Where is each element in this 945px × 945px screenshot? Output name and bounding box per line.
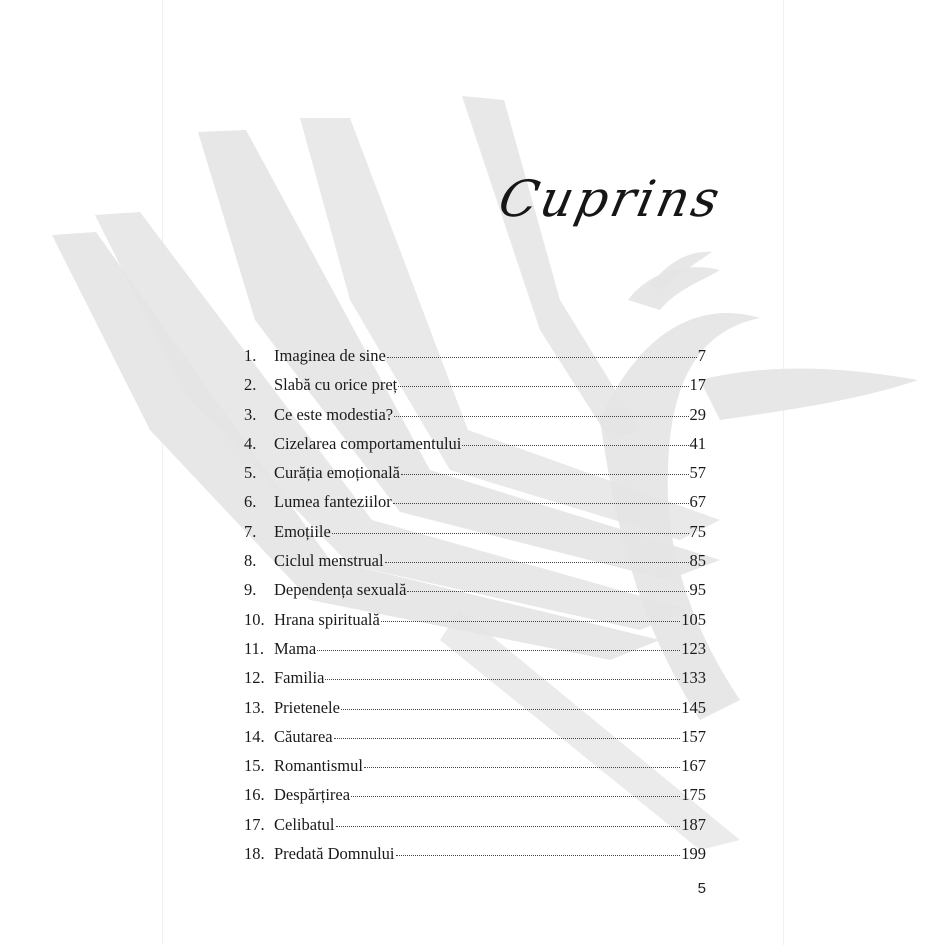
toc-entry-page: 17 [689,375,706,395]
toc-entry-number: 13. [244,697,265,717]
toc-entry [244,693,706,722]
toc-entry-number: 5. [244,463,257,483]
toc-entry-number: 4. [244,433,257,453]
toc-leader-dots [396,855,681,856]
toc-leader-dots [334,738,681,739]
toc-entry [244,605,706,634]
toc-leader-dots [325,679,680,680]
toc-entry-title: Hrana spirituală [274,609,380,629]
toc-leader-dots [401,474,689,475]
toc-leader-dots [351,796,680,797]
toc-entry-number: 1. [244,346,257,365]
toc-entry [244,634,706,663]
toc-entry [244,780,706,809]
toc-entry-page: 95 [689,580,706,600]
toc-entry-title: Dependența sexuală [274,580,407,600]
toc-entry-title: Romantismul [274,756,363,776]
toc-entry-number: 9. [244,580,257,600]
toc-entry-page: 199 [681,844,706,864]
toc-leader-dots [381,621,680,622]
toc-entry-number: 3. [244,404,257,424]
toc-entry [244,341,706,370]
toc-entry-number: 2. [244,375,257,395]
toc-entry-title: Imaginea de sine [274,346,386,365]
toc-entry-title: Ciclul menstrual [274,551,384,571]
toc-entry-number: 16. [244,785,265,805]
toc-entry-page: 175 [681,785,706,805]
toc-entry [244,370,706,399]
toc-entry-title: Despărțirea [274,785,351,805]
toc-entry-number: 10. [244,609,265,629]
page-title: Cuprins [493,170,728,228]
toc-leader-dots [336,826,681,827]
toc-entry-title: Celibatul [274,814,335,834]
toc-leader-dots [332,533,689,534]
toc-entry-page: 133 [681,668,706,688]
toc-entry-page: 157 [681,726,706,746]
toc-entry-title: Prietenele [274,697,340,717]
toc-entry [244,429,706,458]
toc-entry [244,810,706,839]
toc-entry-title: Slabă cu orice preț [274,375,398,395]
toc-entry [244,400,706,429]
toc-entry-title: Predată Domnului [274,844,395,864]
toc-leader-dots [385,562,689,563]
table-of-contents [244,341,706,868]
toc-leader-dots [462,445,688,446]
toc-entry [244,575,706,604]
toc-entry [244,546,706,575]
toc-leader-dots [398,386,688,387]
toc-entry-number: 14. [244,726,265,746]
page-number: 5 [697,880,706,897]
toc-entry [244,722,706,751]
toc-entry-page: 123 [681,638,706,658]
toc-leader-dots [341,709,680,710]
toc-entry-page: 187 [681,814,706,834]
toc-entry-title: Familia [274,668,325,688]
toc-entry-number: 17. [244,814,265,834]
toc-entry-number: 6. [244,492,257,512]
toc-leader-dots [393,503,689,504]
toc-entry-number: 15. [244,756,265,776]
toc-leader-dots [317,650,680,651]
toc-entry [244,458,706,487]
toc-leader-dots [394,416,688,417]
toc-entry-page: 67 [689,492,706,512]
toc-entry [244,517,706,546]
toc-entry-title: Cizelarea comportamentului [274,433,462,453]
toc-entry-page: 7 [697,346,706,365]
toc-entry-number: 7. [244,521,257,541]
toc-entry [244,839,706,868]
toc-entry-page: 145 [681,697,706,717]
toc-entry-page: 105 [681,609,706,629]
toc-entry-number: 11. [244,638,265,658]
toc-entry-title: Mama [274,638,317,658]
toc-entry-number: 18. [244,844,265,864]
toc-entry-page: 29 [689,404,706,424]
toc-entry-page: 167 [681,756,706,776]
toc-entry-page: 75 [689,521,706,541]
toc-leader-dots [387,357,697,358]
toc-leader-dots [364,767,680,768]
toc-entry-title: Emoțiile [274,521,331,541]
toc-entry [244,751,706,780]
toc-entry-number: 8. [244,551,257,571]
toc-entry-title: Ce este modestia? [274,404,394,424]
toc-entry-title: Lumea fanteziilor [274,492,392,512]
toc-entry-number: 12. [244,668,265,688]
toc-entry [244,487,706,516]
toc-entry-page: 57 [689,463,706,483]
toc-leader-dots [407,591,688,592]
toc-entry [244,663,706,692]
toc-entry-page: 85 [689,551,706,571]
toc-entry-title: Curăția emoțională [274,463,400,483]
toc-entry-page: 41 [689,433,706,453]
toc-entry-title: Căutarea [274,726,333,746]
